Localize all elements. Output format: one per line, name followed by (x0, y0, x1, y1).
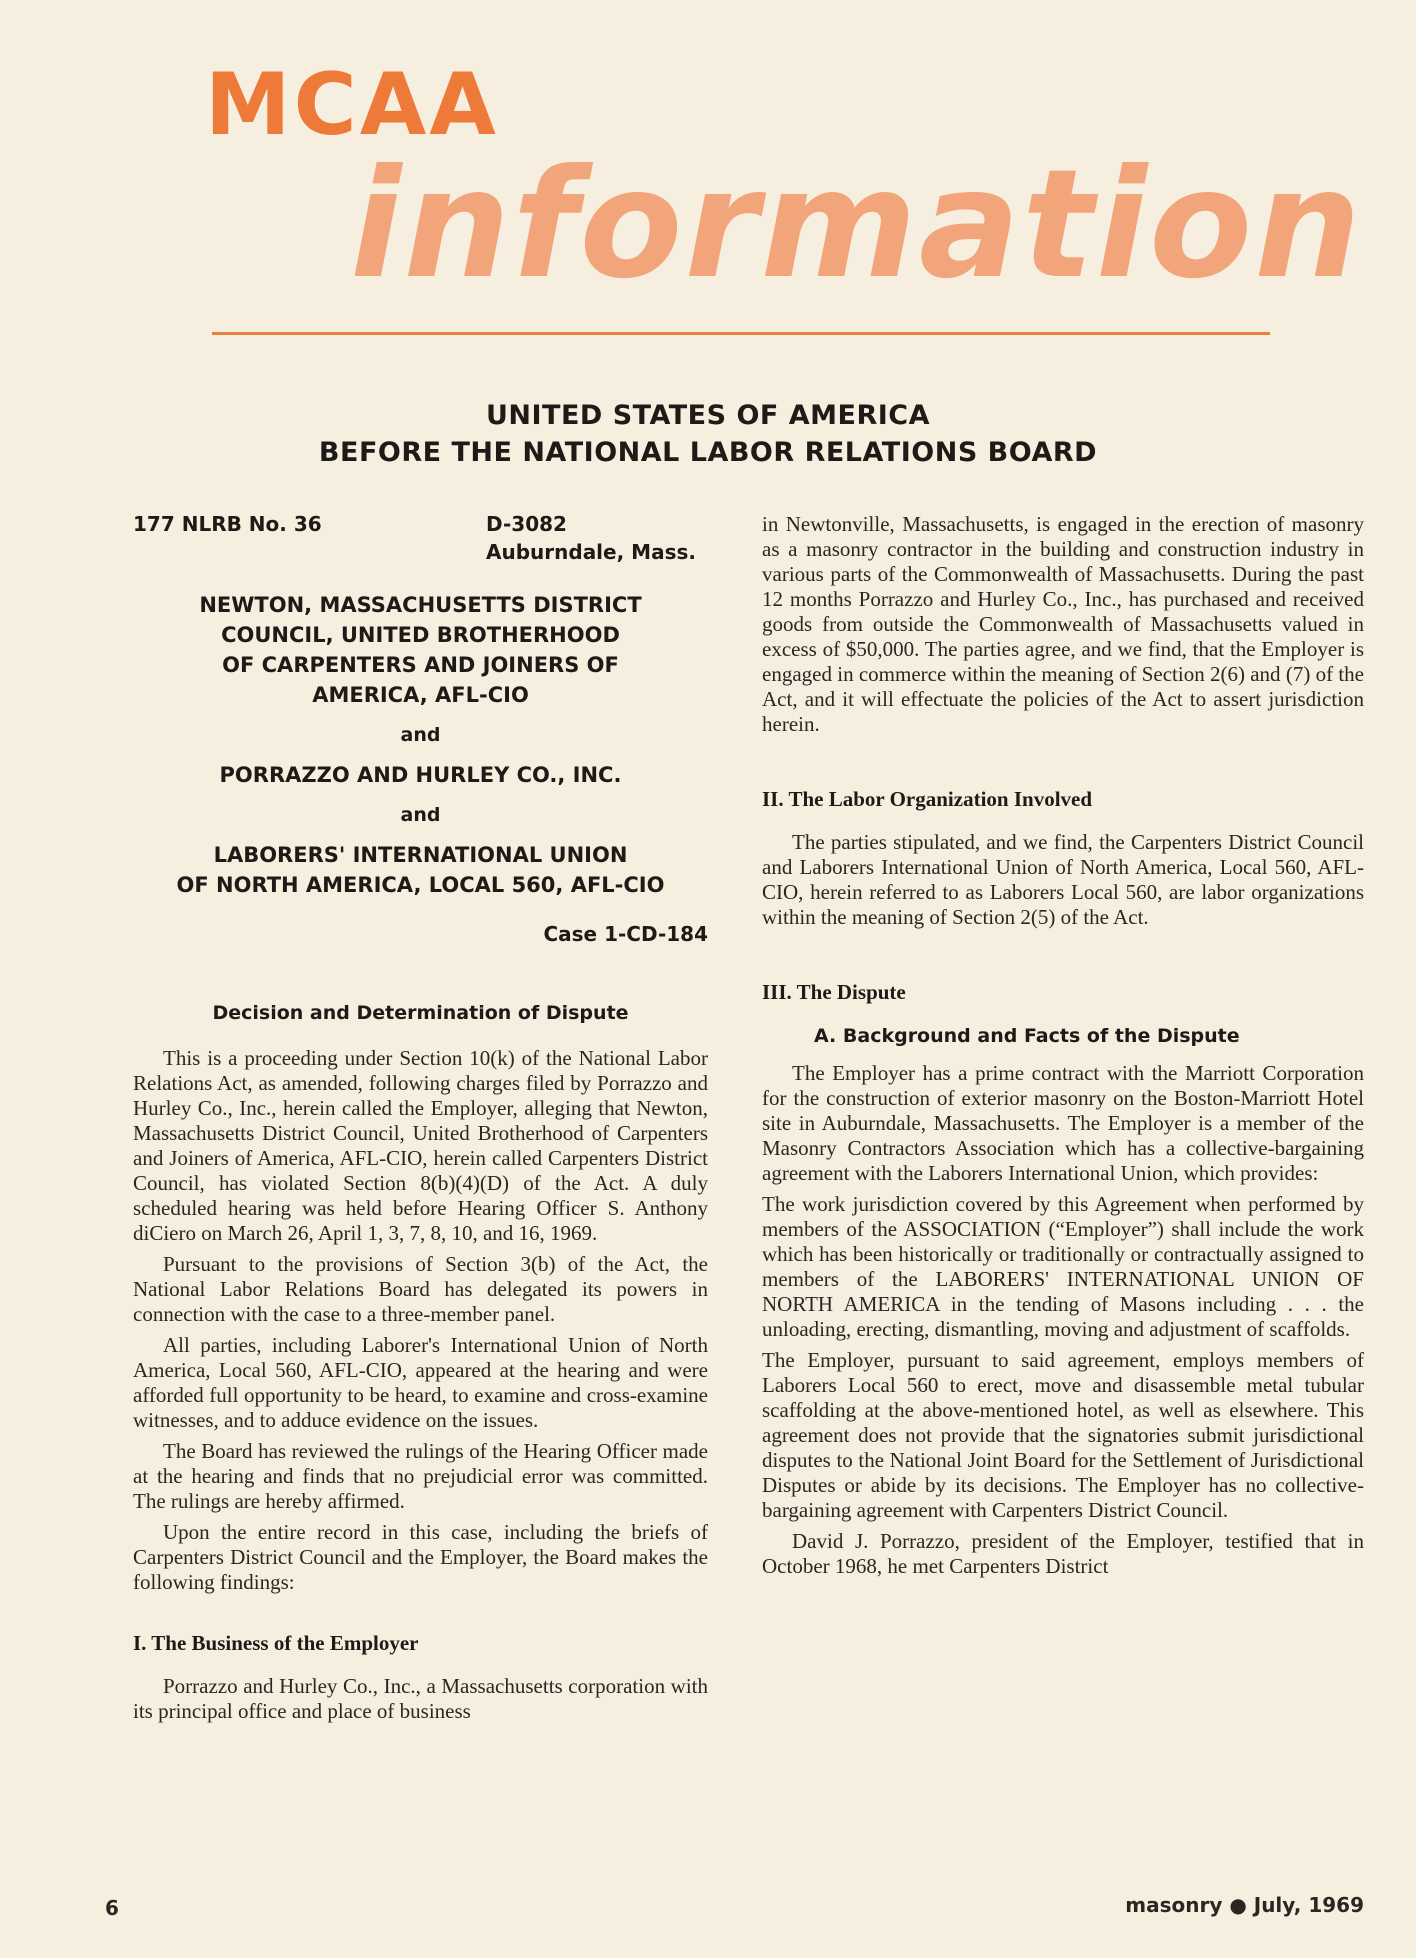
section-3-paragraph: David J. Porrazzo, president of the Employer, testified that in October 1968, he met Carpenters District (762, 1529, 1364, 1578)
masthead-rule (212, 332, 1270, 335)
masthead-information: information (350, 138, 1363, 312)
nlrb-number: 177 NLRB No. 36 (133, 512, 322, 536)
party-carpenters-line: NEWTON, MASSACHUSETTS DISTRICT (199, 593, 642, 617)
party-carpenters-line: OF CARPENTERS AND JOINERS OF (222, 653, 619, 677)
left-column (133, 512, 708, 1724)
decision-paragraph: This is a proceeding under Section 10(k) of the National Labor Relations Act, as amended, following charges filed by Porrazzo and Hurley Co., Inc., herein called the Employer, alleging that Newton, Massachusetts District Council, United Brotherhood of Carpenters and Joiners of America, AFL-CIO, herein called Carpenters District Council, has violated Section 8(b)(4)(D) of the Act. A duly scheduled hearing was held before Hearing Officer S. Anthony diCiero on March 26, April 1, 3, 7, 8, 10, and 16, 1969. (133, 1046, 708, 1245)
agreement-quote: The work jurisdiction covered by this Agreement when performed by members of the ASSOCIATION (“Employer”) shall include the work which has been historically or traditionally or contractually assigned to members of the LABORERS' INTERNATIONAL UNION OF NORTH AMERICA in the tending of Masons including . . . the unloading, erecting, dismantling, moving and adjustment of scaffolds. (762, 1192, 1364, 1341)
case-location: Auburndale, Mass. (486, 540, 696, 564)
section-2-paragraph: The parties stipulated, and we find, the Carpenters District Council and Laborers International Union of North America, Local 560, AFL-CIO, herein referred to as Laborers Local 560, are labor organizations within the meaning of Section 2(5) of the Act. (762, 830, 1364, 929)
publication-footer: masonry ● July, 1969 (1125, 1893, 1364, 1917)
decision-paragraph: All parties, including Laborer's International Union of North America, Local 560, AFL-CIO, appeared at the hearing and were afforded full opportunity to be heard, to examine and cross-examine witnesses, and to adduce evidence on the issues. (133, 1333, 708, 1432)
decision-paragraph: The Board has reviewed the rulings of the Hearing Officer made at the hearing and finds that no prejudicial error was committed. The rulings are hereby affirmed. (133, 1439, 708, 1513)
party-laborers-line: LABORERS' INTERNATIONAL UNION (213, 843, 628, 867)
party-employer: PORRAZZO AND HURLEY CO., INC. (219, 763, 622, 787)
case-number: Case 1-CD-184 (543, 922, 708, 946)
decision-paragraph: Upon the entire record in this case, including the briefs of Carpenters District Council and the Employer, the Board makes the following findings: (133, 1520, 708, 1594)
section-1-paragraph-continued: in Newtonville, Massachusetts, is engaged in the erection of masonry as a masonry contractor in the building and construction industry in various parts of the Commonwealth of Massachusetts. During the past 12 months Porrazzo and Hurley Co., Inc., has purchased and received goods from outside the Commonwealth of Massachusetts valued in excess of $50,000. The parties agree, and we find, that the Employer is engaged in commerce within the meaning of Section 2(6) and (7) of the Act, and it will effectuate the policies of the Act to assert jurisdiction herein. (762, 512, 1364, 736)
heading-line-2: BEFORE THE NATIONAL LABOR RELATIONS BOARD (318, 437, 1098, 468)
party-laborers (133, 840, 708, 900)
decision-paragraph: Pursuant to the provisions of Section 3(b) of the Act, the National Labor Relations Board has delegated its powers in connection with the case to a three-member panel. (133, 1252, 708, 1326)
case-info (133, 512, 708, 580)
section-1-paragraph: Porrazzo and Hurley Co., Inc., a Massachusetts corporation with its principal office and place of business (133, 1674, 708, 1723)
section-3-subheading: A. Background and Facts of the Dispute (814, 1025, 1240, 1047)
heading-line-1: UNITED STATES OF AMERICA (485, 400, 931, 431)
decision-heading: Decision and Determination of Dispute (212, 1002, 629, 1024)
docket-number: D-3082 (486, 512, 567, 536)
page-number: 6 (105, 1896, 119, 1920)
section-3-paragraph: The Employer, pursuant to said agreement, employs members of Laborers Local 560 to erect, move and disassemble metal tubular scaffolding at the above-mentioned hotel, as well as elsewhere. This agreement does not provide that the signatories submit jurisdictional disputes to the National Joint Board for the Settlement of Jurisdictional Disputes or abide by its decisions. The Employer has no collective-bargaining agreement with Carpenters District Council. (762, 1348, 1364, 1522)
and-separator: and (400, 804, 441, 826)
section-3-heading: III. The Dispute (762, 980, 906, 1004)
right-column (762, 512, 1364, 1579)
masthead-mcaa: MCAA (205, 55, 499, 155)
section-3-paragraph: The Employer has a prime contract with the Marriott Corporation for the construction of exterior masonry on the Boston-Marriott Hotel site in Auburndale, Massachusetts. The Employer is a member of the Masonry Contractors Association which has a collective-bargaining agreement with the Laborers International Union, which provides: (762, 1061, 1364, 1185)
party-laborers-line: OF NORTH AMERICA, LOCAL 560, AFL-CIO (176, 873, 665, 897)
and-separator: and (400, 724, 441, 746)
party-carpenters (133, 590, 708, 710)
party-carpenters-line: COUNCIL, UNITED BROTHERHOOD (221, 623, 620, 647)
section-2-heading: II. The Labor Organization Involved (762, 787, 1093, 811)
section-1-heading: I. The Business of the Employer (133, 1631, 419, 1655)
party-carpenters-line: AMERICA, AFL-CIO (312, 683, 529, 707)
